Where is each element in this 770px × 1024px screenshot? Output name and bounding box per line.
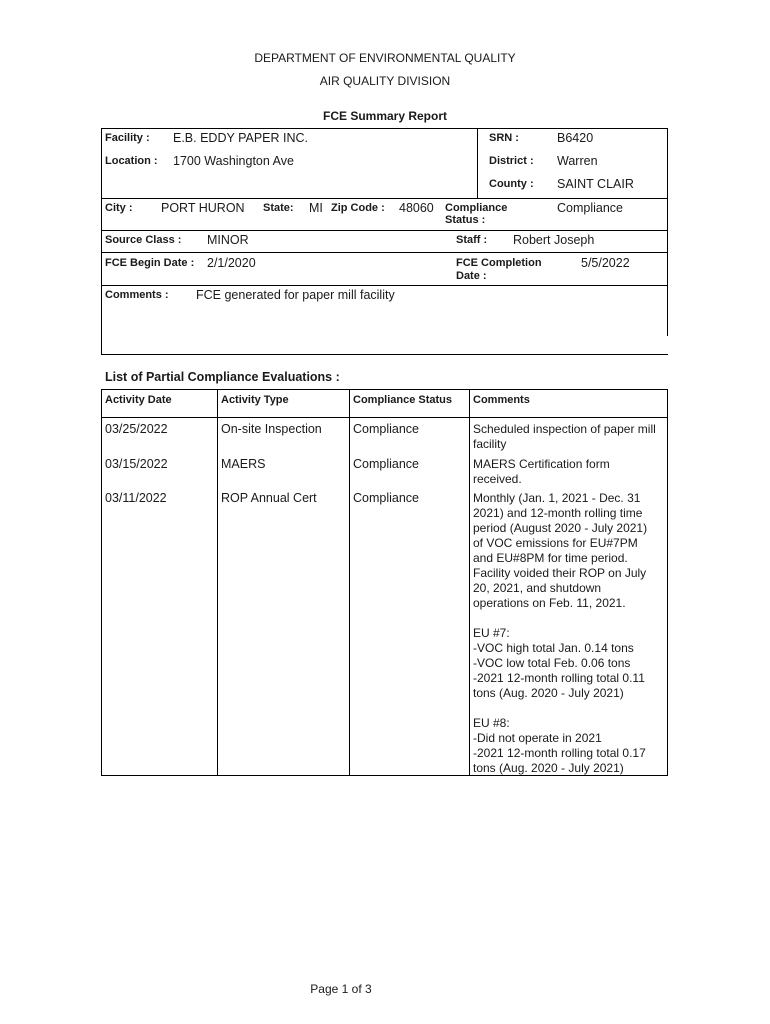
source-class-value: MINOR (207, 233, 249, 247)
evaluations-title: List of Partial Compliance Evaluations : (105, 370, 340, 384)
comments-cell: Scheduled inspection of paper mill facility (473, 422, 656, 451)
district-value: Warren (557, 154, 598, 168)
info-row-divider (101, 230, 668, 231)
compliance-status-cell: Compliance (353, 491, 420, 505)
compliance-status-cell: Compliance (353, 422, 420, 436)
srn-value: B6420 (557, 131, 594, 145)
compliance-status-cell: Compliance (353, 457, 420, 471)
info-bottom-border (101, 354, 668, 355)
table-header-divider (101, 417, 668, 418)
info-left-border (101, 128, 102, 355)
county-label: County : (489, 178, 534, 190)
city-value: PORT HURON (161, 201, 245, 215)
table-left-border (101, 389, 102, 776)
info-row-divider (101, 252, 668, 253)
column-header-comments: Comments (473, 394, 530, 406)
info-row-divider (101, 285, 668, 286)
activity-type-cell: MAERS (221, 457, 266, 471)
info-inner-divider (477, 128, 478, 198)
fce-begin-label: FCE Begin Date : (105, 257, 195, 269)
zip-value: 48060 (399, 201, 434, 215)
zip-label: Zip Code : (331, 202, 385, 214)
column-header-activity-date: Activity Date (105, 394, 172, 406)
fce-completion-label: FCE Completion (456, 257, 542, 269)
comments-cell: MAERS Certification form received. (473, 457, 610, 486)
table-col-divider (217, 389, 218, 776)
facility-label: Facility : (105, 132, 150, 144)
column-header-compliance-status: Compliance Status (353, 394, 453, 406)
compliance-status-label-line2: Status : (445, 214, 486, 226)
county-value: SAINT CLAIR (557, 177, 634, 191)
division-heading: AIR QUALITY DIVISION (319, 74, 451, 88)
comments-cell: Monthly (Jan. 1, 2021 - Dec. 31 2021) and 12-month rolling time period (August 2020 - July 2021) of VOC emissions for EU#7PM and EU#8PM for time period. Facility voided their ROP on July 20, 2021, and shutdown operations on Feb. 11, 2021. EU #7: -VOC high total Jan. 0.14 tons -VOC low total Feb. 0.06 tons -2021 12-month rolling total 0.11 tons (Aug. 2020 - July 2021) EU #8: -Did not operate in 2021 -2021 12-month rolling total 0.17 tons (Aug. 2020 - July 2021) (473, 491, 648, 775)
district-label: District : (489, 155, 534, 167)
state-value: MI (309, 201, 323, 215)
info-right-border (667, 128, 668, 336)
fce-begin-value: 2/1/2020 (207, 256, 256, 270)
staff-value: Robert Joseph (513, 233, 595, 247)
page-number: Page 1 of 3 (310, 982, 372, 996)
activity-date-cell: 03/25/2022 (105, 422, 168, 436)
source-class-label: Source Class : (105, 234, 182, 246)
table-col-divider (349, 389, 350, 776)
fce-completion-label-line2: Date : (456, 270, 487, 282)
state-label: State: (263, 202, 294, 214)
info-row-divider (101, 198, 668, 199)
department-heading: DEPARTMENT OF ENVIRONMENTAL QUALITY (254, 51, 516, 65)
srn-label: SRN : (489, 132, 519, 144)
activity-date-cell: 03/15/2022 (105, 457, 168, 471)
activity-date-cell: 03/11/2022 (105, 491, 167, 505)
column-header-activity-type: Activity Type (221, 394, 289, 406)
table-top-border (101, 389, 668, 390)
activity-type-cell: On-site Inspection (221, 422, 322, 436)
fce-completion-value: 5/5/2022 (581, 256, 630, 270)
location-label: Location : (105, 155, 158, 167)
activity-type-cell: ROP Annual Cert (221, 491, 317, 505)
location-value: 1700 Washington Ave (173, 154, 294, 168)
table-col-divider (469, 389, 470, 776)
report-title: FCE Summary Report (322, 109, 448, 123)
compliance-status-value: Compliance (557, 201, 624, 215)
info-top-border (101, 128, 668, 129)
comments-label: Comments : (105, 289, 169, 301)
facility-value: E.B. EDDY PAPER INC. (173, 131, 308, 145)
comments-value: FCE generated for paper mill facility (196, 288, 395, 302)
city-label: City : (105, 202, 133, 214)
compliance-status-label: Compliance (445, 202, 508, 214)
staff-label: Staff : (456, 234, 488, 246)
